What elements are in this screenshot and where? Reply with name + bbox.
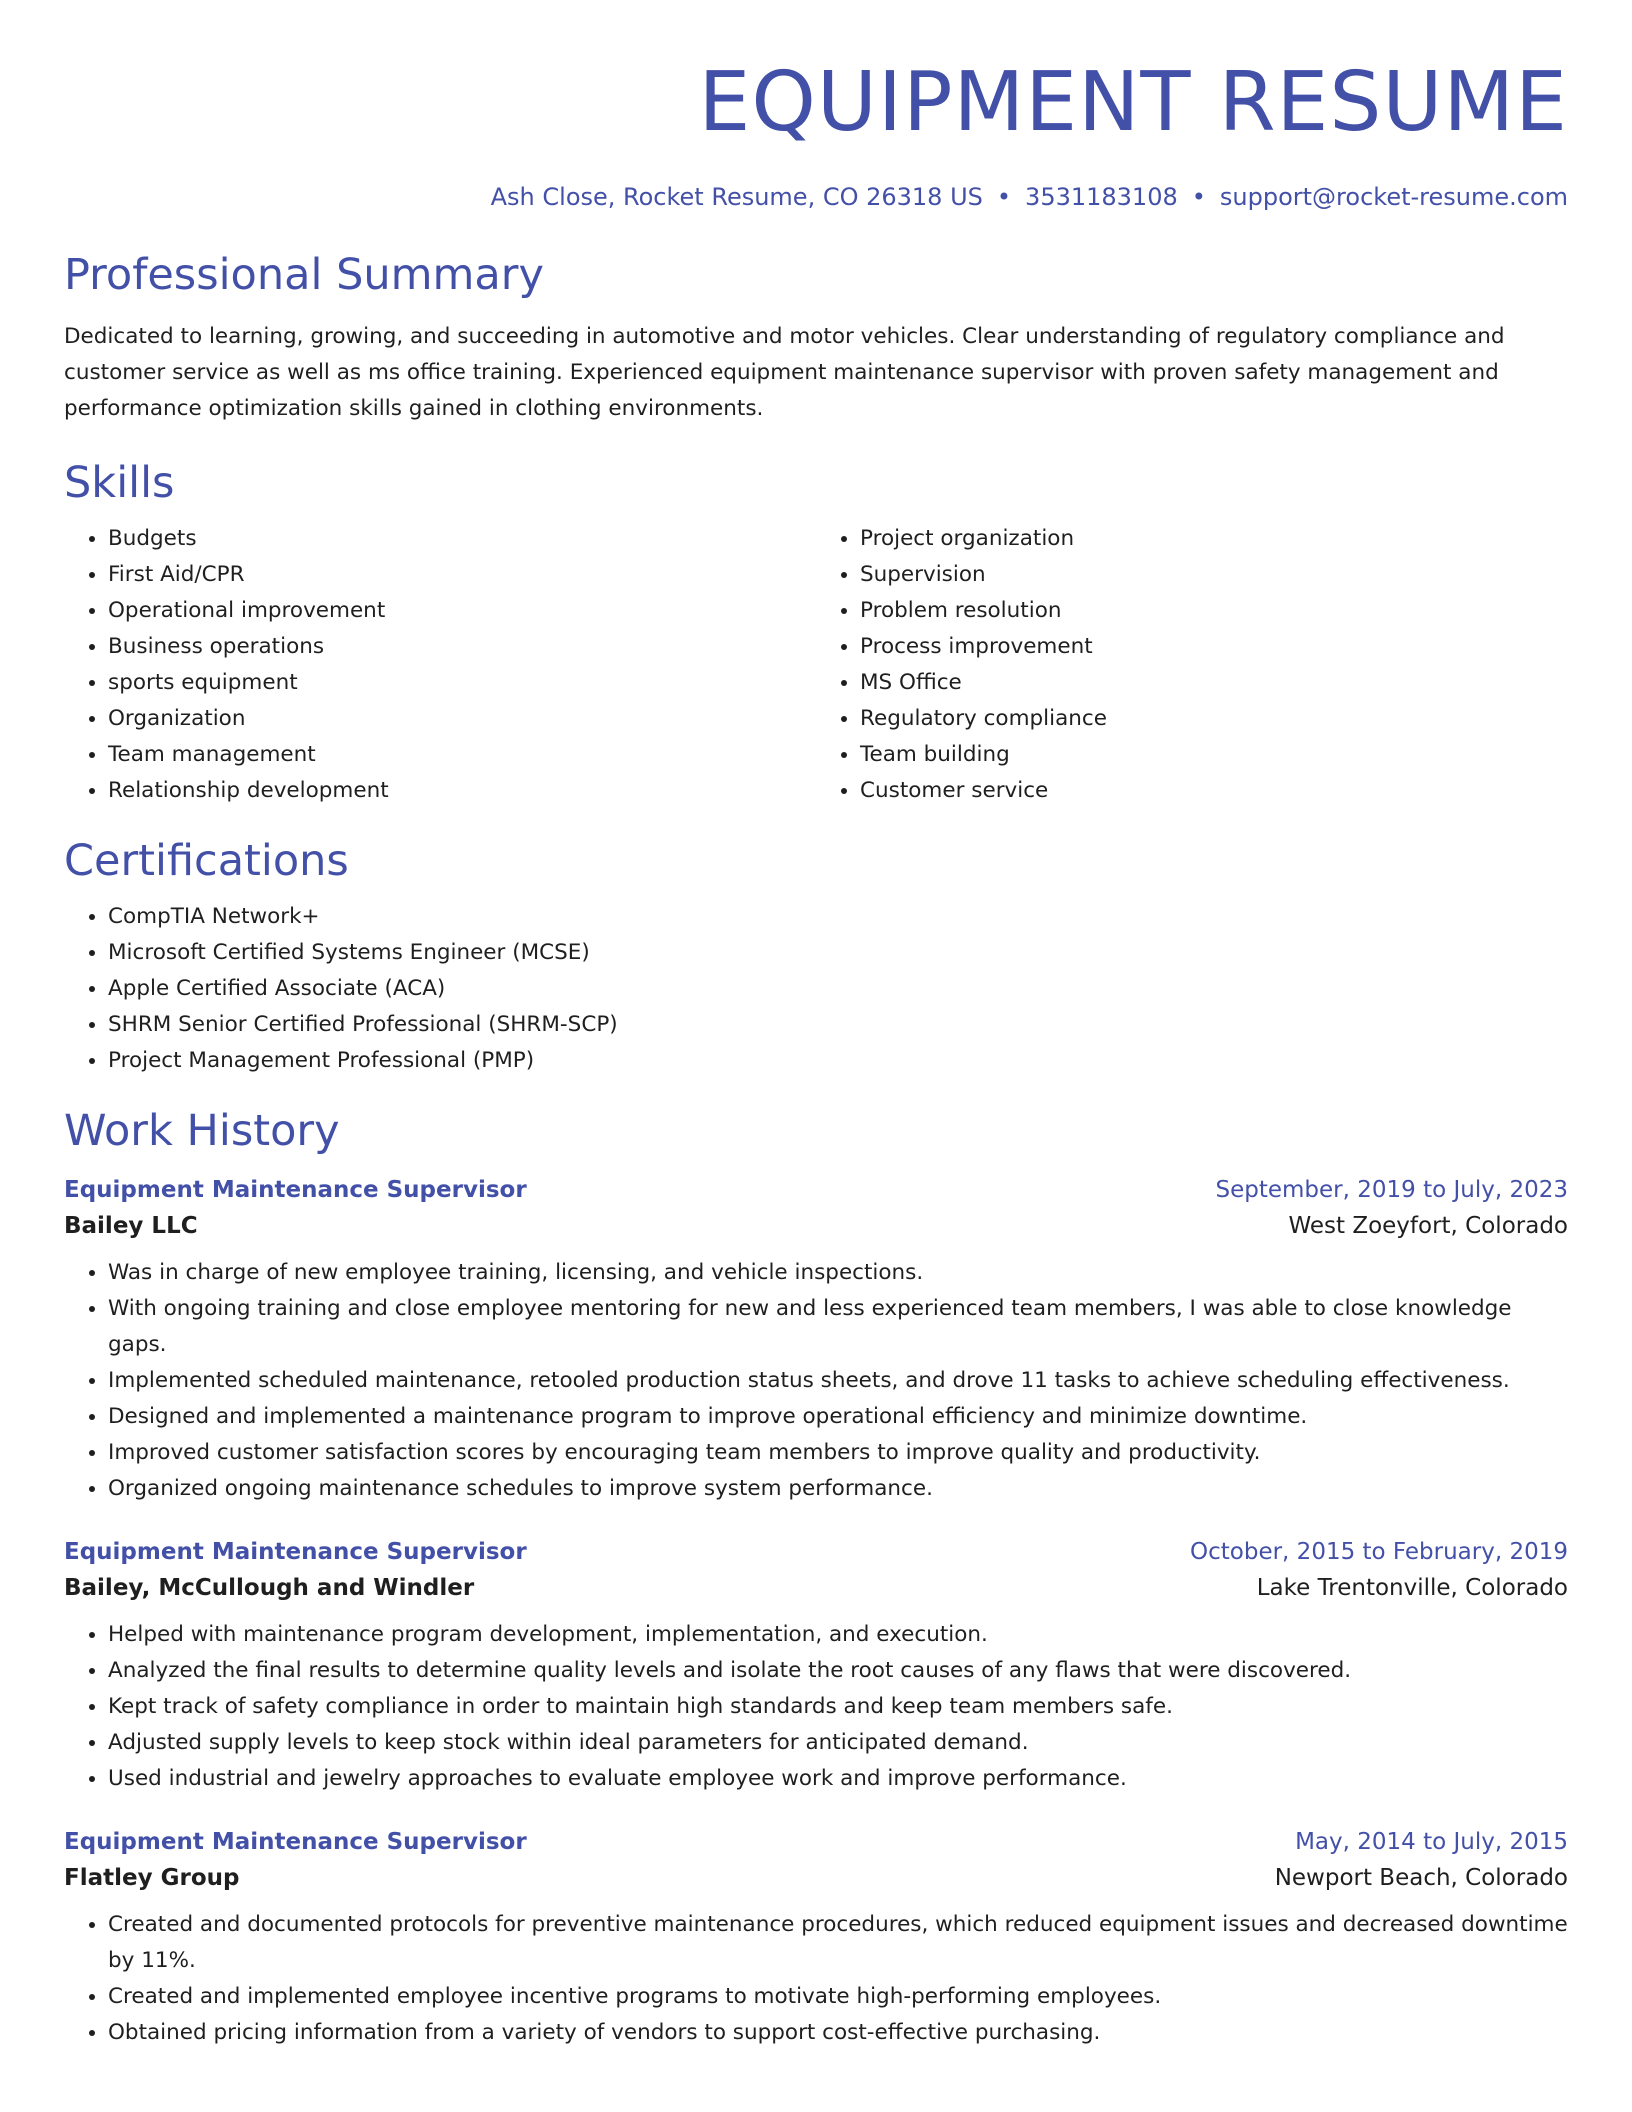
resume-title: EQUIPMENT RESUME	[698, 55, 1568, 150]
job-subheader	[64, 1575, 1568, 1601]
contact-address: Ash Close, Rocket Resume, CO 26318 US	[490, 183, 983, 211]
skill-item: • Customer service	[860, 773, 1568, 809]
job-entry	[64, 1829, 1568, 2051]
certifications-list	[64, 899, 1568, 1079]
job-dates: October, 2015 to February, 2019	[1190, 1539, 1568, 1565]
skill-item: • Regulatory compliance	[860, 701, 1568, 737]
skill-item: • sports equipment	[108, 665, 816, 701]
job-entry	[64, 1539, 1568, 1797]
certification-item: • Project Management Professional (PMP)	[108, 1043, 1568, 1079]
job-location: West Zoeyfort, Colorado	[1288, 1213, 1568, 1239]
job-bullet: • With ongoing training and close employee mentoring for new and less experienced team members, I was able to close knowledge gaps.	[108, 1291, 1568, 1363]
job-bullets	[64, 1907, 1568, 2051]
section-heading-summary: Professional Summary	[64, 250, 544, 300]
job-title: Equipment Maintenance Supervisor	[64, 1177, 527, 1203]
job-location: Lake Trentonville, Colorado	[1256, 1575, 1568, 1601]
job-location: Newport Beach, Colorado	[1274, 1865, 1568, 1891]
job-entry	[64, 1177, 1568, 1507]
job-bullet: • Designed and implemented a maintenance program to improve operational efficiency and minimize downtime.	[108, 1399, 1568, 1435]
job-bullet: • Kept track of safety compliance in order to maintain high standards and keep team members safe.	[108, 1689, 1568, 1725]
job-bullet: • Was in charge of new employee training, licensing, and vehicle inspections.	[108, 1255, 1568, 1291]
contact-phone: 3531183108	[1025, 183, 1178, 211]
skill-item: • MS Office	[860, 665, 1568, 701]
skill-item: • Supervision	[860, 557, 1568, 593]
contact-line	[64, 183, 1568, 211]
skills-columns	[64, 521, 1568, 809]
work-history-section	[64, 1105, 1568, 2051]
job-title: Equipment Maintenance Supervisor	[64, 1829, 527, 1855]
skill-item: • Organization	[108, 701, 816, 737]
job-bullet: • Implemented scheduled maintenance, retooled production status sheets, and drove 11 tasks to achieve scheduling effectiveness.	[108, 1363, 1568, 1399]
job-bullets	[64, 1617, 1568, 1797]
job-bullet: • Created and documented protocols for preventive maintenance procedures, which reduced equipment issues and decreased downtime by 11%.	[108, 1907, 1568, 1979]
job-bullet: • Organized ongoing maintenance schedules to improve system performance.	[108, 1471, 1568, 1507]
certifications-section	[64, 835, 1568, 1079]
contact-separator: •	[1191, 183, 1206, 211]
section-heading-work-history: Work History	[64, 1106, 340, 1156]
job-subheader	[64, 1865, 1568, 1891]
job-header	[64, 1829, 1568, 1855]
certification-item: • CompTIA Network+	[108, 899, 1568, 935]
skill-item: • Relationship development	[108, 773, 816, 809]
job-subheader	[64, 1213, 1568, 1239]
job-title: Equipment Maintenance Supervisor	[64, 1539, 527, 1565]
job-bullet: • Adjusted supply levels to keep stock within ideal parameters for anticipated demand.	[108, 1725, 1568, 1761]
job-dates: May, 2014 to July, 2015	[1295, 1829, 1568, 1855]
skill-item: • Process improvement	[860, 629, 1568, 665]
skill-item: • Budgets	[108, 521, 816, 557]
job-header	[64, 1539, 1568, 1565]
job-company: Bailey, McCullough and Windler	[64, 1575, 475, 1601]
skill-item: • Team building	[860, 737, 1568, 773]
skill-item: • Operational improvement	[108, 593, 816, 629]
job-company: Flatley Group	[64, 1865, 240, 1891]
job-bullet: • Used industrial and jewelry approaches to evaluate employee work and improve performance.	[108, 1761, 1568, 1797]
job-bullets	[64, 1255, 1568, 1507]
resume-header	[64, 0, 1568, 211]
section-heading-certifications: Certifications	[64, 836, 349, 886]
certification-item: • Apple Certified Associate (ACA)	[108, 971, 1568, 1007]
skills-section	[64, 457, 1568, 809]
job-company: Bailey LLC	[64, 1213, 198, 1239]
skills-list-left	[64, 521, 816, 809]
summary-text: Dedicated to learning, growing, and succeeding in automotive and motor vehicles. Clear understanding of regulatory compliance and customer service as well as ms office training. Experienced equipment maintenance supervisor with proven safety management and performance optimization skills gained in clothing environments.	[64, 324, 1505, 421]
section-heading-skills: Skills	[64, 458, 175, 508]
skill-item: • First Aid/CPR	[108, 557, 816, 593]
job-bullet: • Obtained pricing information from a variety of vendors to support cost-effective purchasing.	[108, 2015, 1568, 2051]
contact-separator: •	[996, 183, 1012, 211]
skill-item: • Team management	[108, 737, 816, 773]
job-bullet: • Analyzed the final results to determine quality levels and isolate the root causes of any flaws that were discovered.	[108, 1653, 1568, 1689]
skill-item: • Business operations	[108, 629, 816, 665]
contact-email: support@rocket-resume.com	[1219, 183, 1568, 211]
skill-item: • Project organization	[860, 521, 1568, 557]
job-dates: September, 2019 to July, 2023	[1215, 1177, 1568, 1203]
certification-item: • Microsoft Certified Systems Engineer (MCSE)	[108, 935, 1568, 971]
skill-item: • Problem resolution	[860, 593, 1568, 629]
certification-item: • SHRM Senior Certified Professional (SHRM-SCP)	[108, 1007, 1568, 1043]
skills-list-right	[816, 521, 1568, 809]
job-header	[64, 1177, 1568, 1203]
summary-section	[64, 249, 1568, 427]
job-bullet: • Created and implemented employee incentive programs to motivate high-performing employees.	[108, 1979, 1568, 2015]
job-bullet: • Helped with maintenance program development, implementation, and execution.	[108, 1617, 1568, 1653]
job-bullet: • Improved customer satisfaction scores by encouraging team members to improve quality and productivity.	[108, 1435, 1568, 1471]
